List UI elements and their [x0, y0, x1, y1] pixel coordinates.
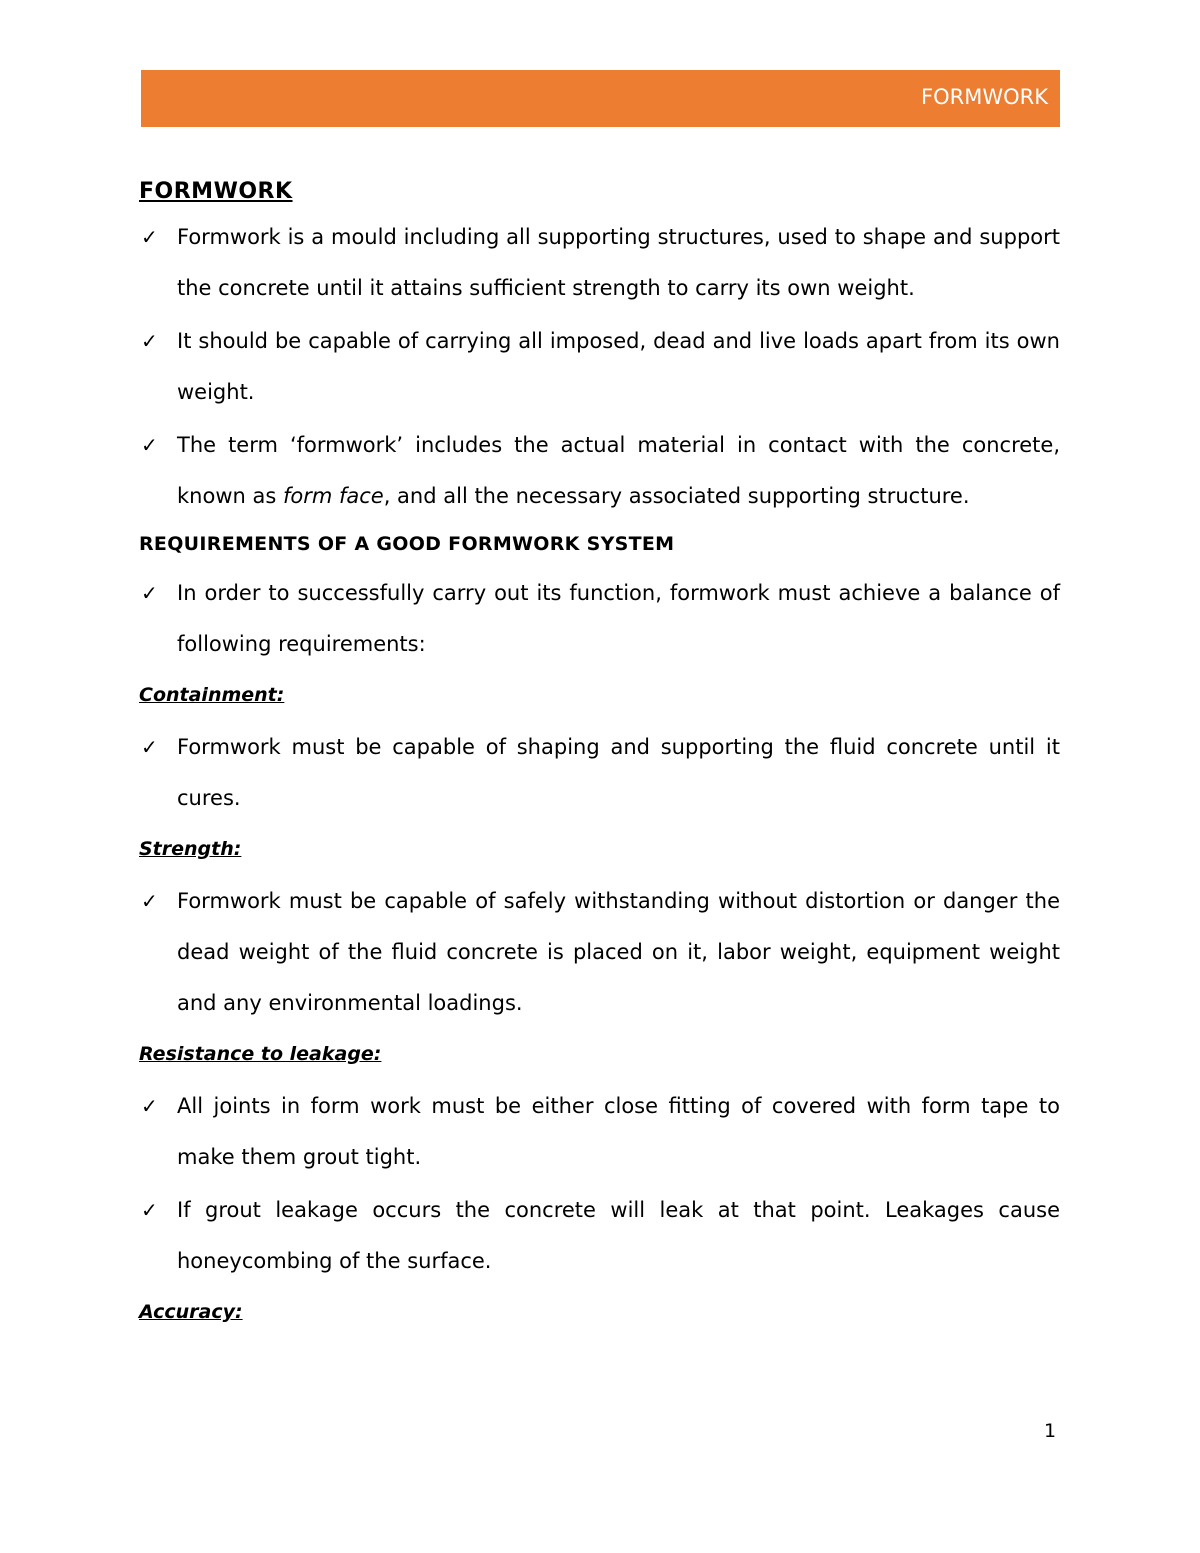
- bullet-text: Formwork must be capable of safely withstanding without distortion or danger the dead weight of the fluid concrete is placed on it, labor weight, equipment weight and any environmental loadings.: [177, 889, 1060, 1015]
- bullet-text-part1: The term ‘formwork’ includes the actual material in contact with the concrete, known as: [177, 433, 1060, 508]
- bullet-leakage-grout: [139, 1185, 1060, 1287]
- bullet-formwork-definition: [139, 212, 1060, 314]
- checkmark-icon: ✓: [141, 1094, 158, 1118]
- bullet-containment: [139, 722, 1060, 824]
- bullet-text: Formwork is a mould including all supporting structures, used to shape and support the concrete until it attains sufficient strength to carry its own weight.: [177, 225, 1060, 300]
- bullet-term-formwork: [139, 420, 1060, 522]
- bullet-text: It should be capable of carrying all imposed, dead and live loads apart from its own weight.: [177, 329, 1060, 404]
- checkmark-icon: ✓: [141, 225, 158, 249]
- section-heading-requirements: REQUIREMENTS OF A GOOD FORMWORK SYSTEM: [139, 533, 675, 555]
- section-heading-strength: Strength:: [139, 838, 242, 860]
- checkmark-icon: ✓: [141, 735, 158, 759]
- checkmark-icon: ✓: [141, 329, 158, 353]
- bullet-load-capacity: [139, 316, 1060, 418]
- section-heading-leakage: Resistance to leakage:: [139, 1043, 382, 1065]
- section-heading-containment: Containment:: [139, 684, 285, 706]
- page-number: 1: [1044, 1420, 1057, 1442]
- bullet-text: Formwork must be capable of shaping and supporting the fluid concrete until it cures.: [177, 735, 1060, 810]
- bullet-text-part2: , and all the necessary associated supporting structure.: [383, 484, 970, 508]
- header-bar: [141, 70, 1060, 127]
- header-title: FORMWORK: [921, 85, 1048, 109]
- checkmark-icon: ✓: [141, 1198, 158, 1222]
- bullet-text: All joints in form work must be either close fitting of covered with form tape to make them grout tight.: [177, 1094, 1060, 1169]
- bullet-leakage-joints: [139, 1081, 1060, 1183]
- checkmark-icon: ✓: [141, 433, 158, 457]
- bullet-text: If grout leakage occurs the concrete will leak at that point. Leakages cause honeycombing of the surface.: [177, 1198, 1060, 1273]
- bullet-requirements-intro: [139, 568, 1060, 670]
- checkmark-icon: ✓: [141, 889, 158, 913]
- bullet-text: In order to successfully carry out its function, formwork must achieve a balance of following requirements:: [177, 581, 1060, 656]
- section-heading-formwork: FORMWORK: [139, 179, 293, 204]
- bullet-strength: [139, 876, 1060, 1029]
- checkmark-icon: ✓: [141, 581, 158, 605]
- bullet-text-italic: form face: [282, 484, 384, 508]
- section-heading-accuracy: Accuracy:: [139, 1301, 243, 1323]
- document-body: [139, 172, 1060, 1339]
